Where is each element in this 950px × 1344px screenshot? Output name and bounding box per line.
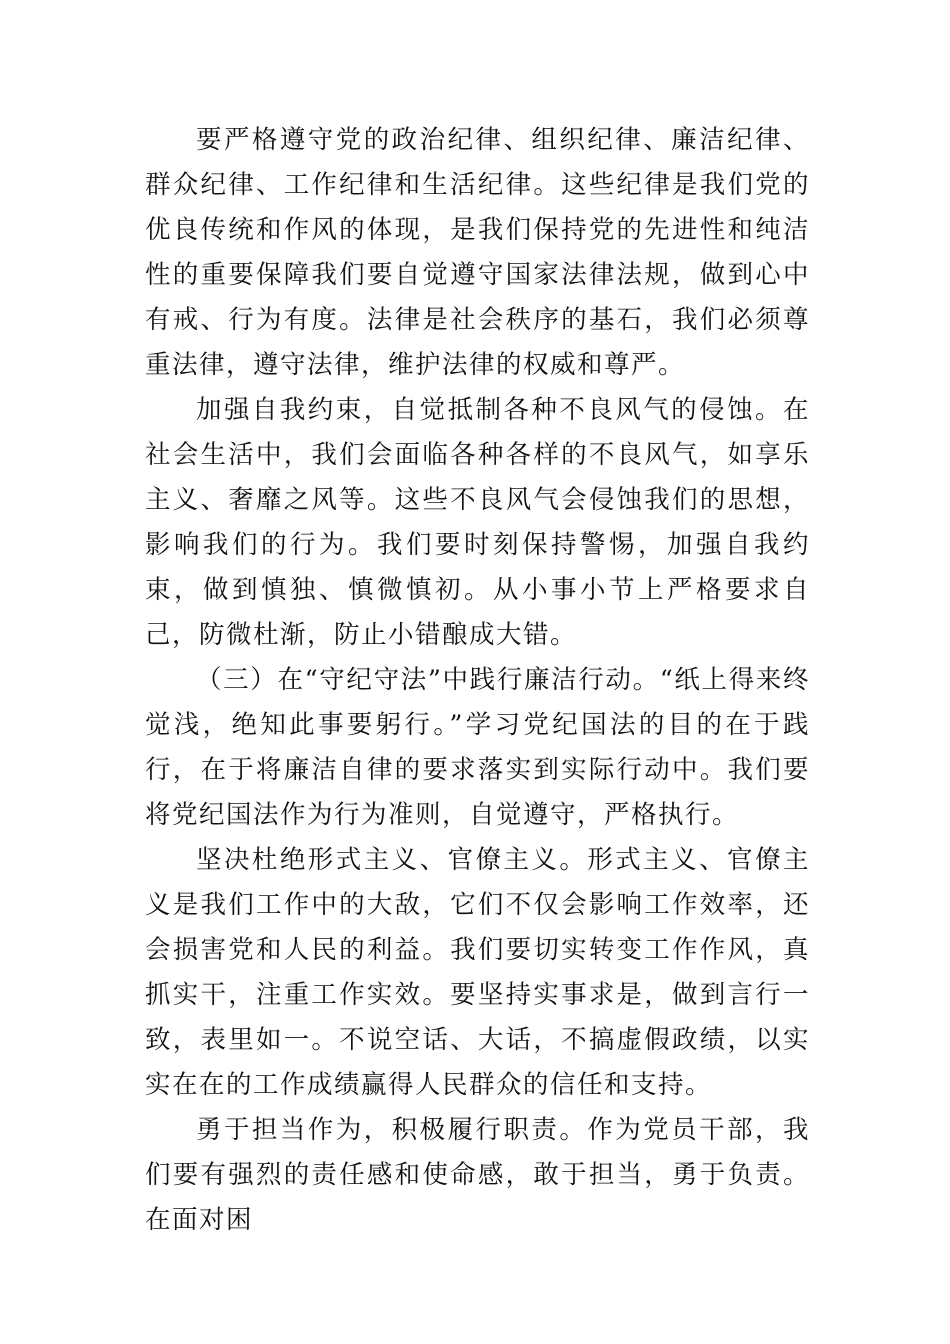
document-body [145,118,810,1243]
paragraph-formalism: 坚决杜绝形式主义、官僚主义。形式主义、官僚主义是我们工作中的大敌，它们不仅会影响工作效率，还会损害党和人民的利益。我们要切实转变工作作风，真抓实干，注重工作实效。要坚持实事求是，做到言行一致，表里如一。不说空话、大话，不搞虚假政绩，以实实在在的工作成绩赢得人民群众的信任和支持。 [145,845,810,1100]
paragraph-section-three: （三）在“守纪守法”中践行廉洁行动。“纸上得来终觉浅，绝知此事要躬行。”学习党纪国法的目的在于践行，在于将廉洁自律的要求落实到实际行动中。我们要将党纪国法作为行为准则，自觉遵守，严格执行。 [145,665,810,830]
paragraph-self-restraint: 加强自我约束，自觉抵制各种不良风气的侵蚀。在社会生活中，我们会面临各种各样的不良风气，如享乐主义、奢靡之风等。这些不良风气会侵蚀我们的思想，影响我们的行为。我们要时刻保持警惕，加强自我约束，做到慎独、慎微慎初。从小事小节上严格要求自己，防微杜渐，防止小错酿成大错。 [145,395,810,650]
paragraph-responsibility: 勇于担当作为，积极履行职责。作为党员干部，我们要有强烈的责任感和使命感，敢于担当，勇于负责。在面对困 [145,1115,810,1235]
paragraph-discipline: 要严格遵守党的政治纪律、组织纪律、廉洁纪律、群众纪律、工作纪律和生活纪律。这些纪律是我们党的优良传统和作风的体现，是我们保持党的先进性和纯洁性的重要保障我们要自觉遵守国家法律法规，做到心中有戒、行为有度。法律是社会秩序的基石，我们必须尊重法律，遵守法律，维护法律的权威和尊严。 [145,125,810,380]
